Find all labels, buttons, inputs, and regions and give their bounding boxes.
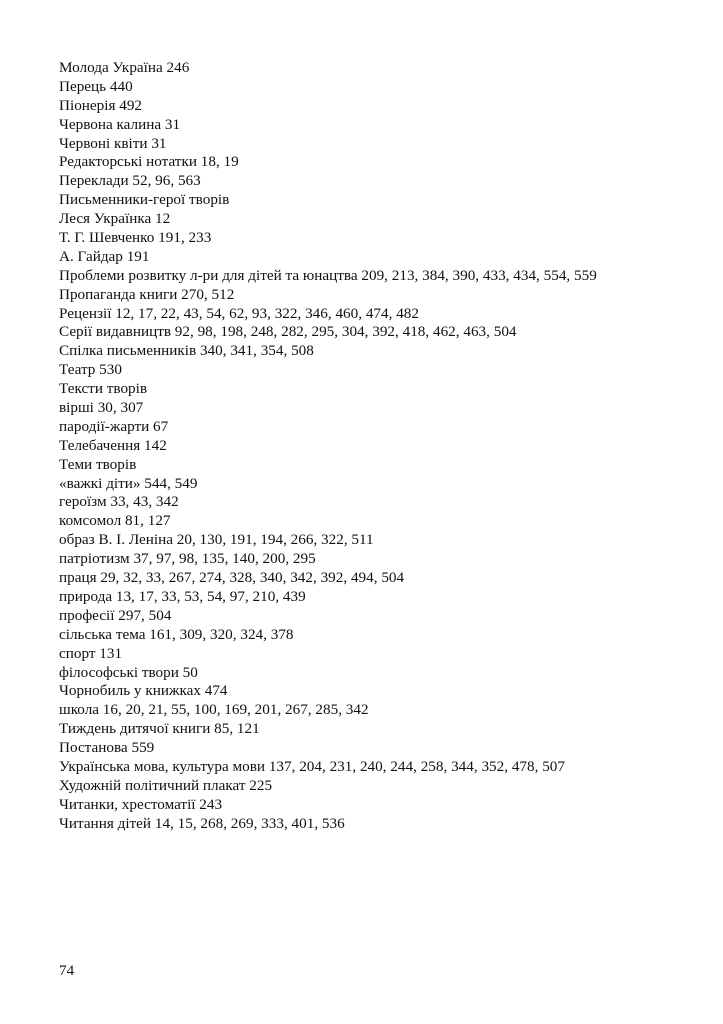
index-entry: Театр 530: [59, 361, 122, 379]
index-entry: Тиждень дитячої книги 85, 121: [59, 720, 260, 738]
index-entry: сільська тема 161, 309, 320, 324, 378: [59, 625, 294, 643]
index-entry: Спілка письменників 340, 341, 354, 508: [59, 342, 314, 360]
index-entry: Читання дітей 14, 15, 268, 269, 333, 401, 536: [59, 814, 345, 832]
index-entry: Українська мова, культура мови 137, 204, 231, 240, 244, 258, 344, 352, 478, 507: [59, 757, 565, 775]
subject-index-list: [59, 59, 699, 834]
index-entry: Серії видавництв 92, 98, 198, 248, 282, 295, 304, 392, 418, 462, 463, 504: [59, 323, 517, 341]
index-entry: Перець 440: [59, 77, 133, 95]
index-entry: Чорнобиль у книжках 474: [59, 682, 228, 700]
index-entry: Теми творів: [59, 455, 137, 473]
index-entry: вірші 30, 307: [59, 399, 144, 417]
index-entry: Пропаганда книги 270, 512: [59, 285, 235, 303]
index-entry: школа 16, 20, 21, 55, 100, 169, 201, 267, 285, 342: [59, 701, 369, 719]
index-entry: Леся Українка 12: [59, 210, 171, 228]
index-entry: Молода Україна 246: [59, 59, 190, 76]
index-entry: Постанова 559: [59, 739, 155, 757]
index-entry: Переклади 52, 96, 563: [59, 172, 201, 190]
index-entry: Т. Г. Шевченко 191, 233: [59, 229, 212, 247]
index-entry: А. Гайдар 191: [59, 247, 150, 265]
index-entry: спорт 131: [59, 644, 123, 662]
index-entry: Рецензії 12, 17, 22, 43, 54, 62, 93, 322, 346, 460, 474, 482: [59, 304, 419, 322]
index-entry: патріотизм 37, 97, 98, 135, 140, 200, 295: [59, 550, 316, 568]
index-entry: Піонерія 492: [59, 96, 143, 114]
index-entry: Червоні квіти 31: [59, 134, 167, 152]
index-entry: філософські твори 50: [59, 663, 198, 681]
index-entry: Тексти творів: [59, 380, 148, 398]
index-entry: Проблеми розвитку л-ри для дітей та юнацтва 209, 213, 384, 390, 433, 434, 554, 559: [59, 266, 597, 284]
index-entry: Телебачення 142: [59, 436, 167, 454]
index-entry: природа 13, 17, 33, 53, 54, 97, 210, 439: [59, 587, 306, 605]
index-entry: пародії-жарти 67: [59, 417, 169, 435]
index-entry: героїзм 33, 43, 342: [59, 493, 179, 511]
index-entry: «важкі діти» 544, 549: [59, 474, 198, 492]
index-entry: образ В. І. Леніна 20, 130, 191, 194, 266, 322, 511: [59, 531, 374, 549]
index-entry: Червона калина 31: [59, 115, 181, 133]
index-entry: Читанки, хрестоматії 243: [59, 795, 223, 813]
index-entry: професії 297, 504: [59, 606, 172, 624]
index-entry: Редакторські нотатки 18, 19: [59, 153, 239, 171]
index-entry: праця 29, 32, 33, 267, 274, 328, 340, 342, 392, 494, 504: [59, 569, 405, 587]
index-entry: комсомол 81, 127: [59, 512, 171, 530]
page-number: 74: [59, 962, 75, 979]
index-entry: Письменники-герої творів: [59, 191, 230, 209]
index-entry: Художній політичний плакат 225: [59, 776, 273, 794]
